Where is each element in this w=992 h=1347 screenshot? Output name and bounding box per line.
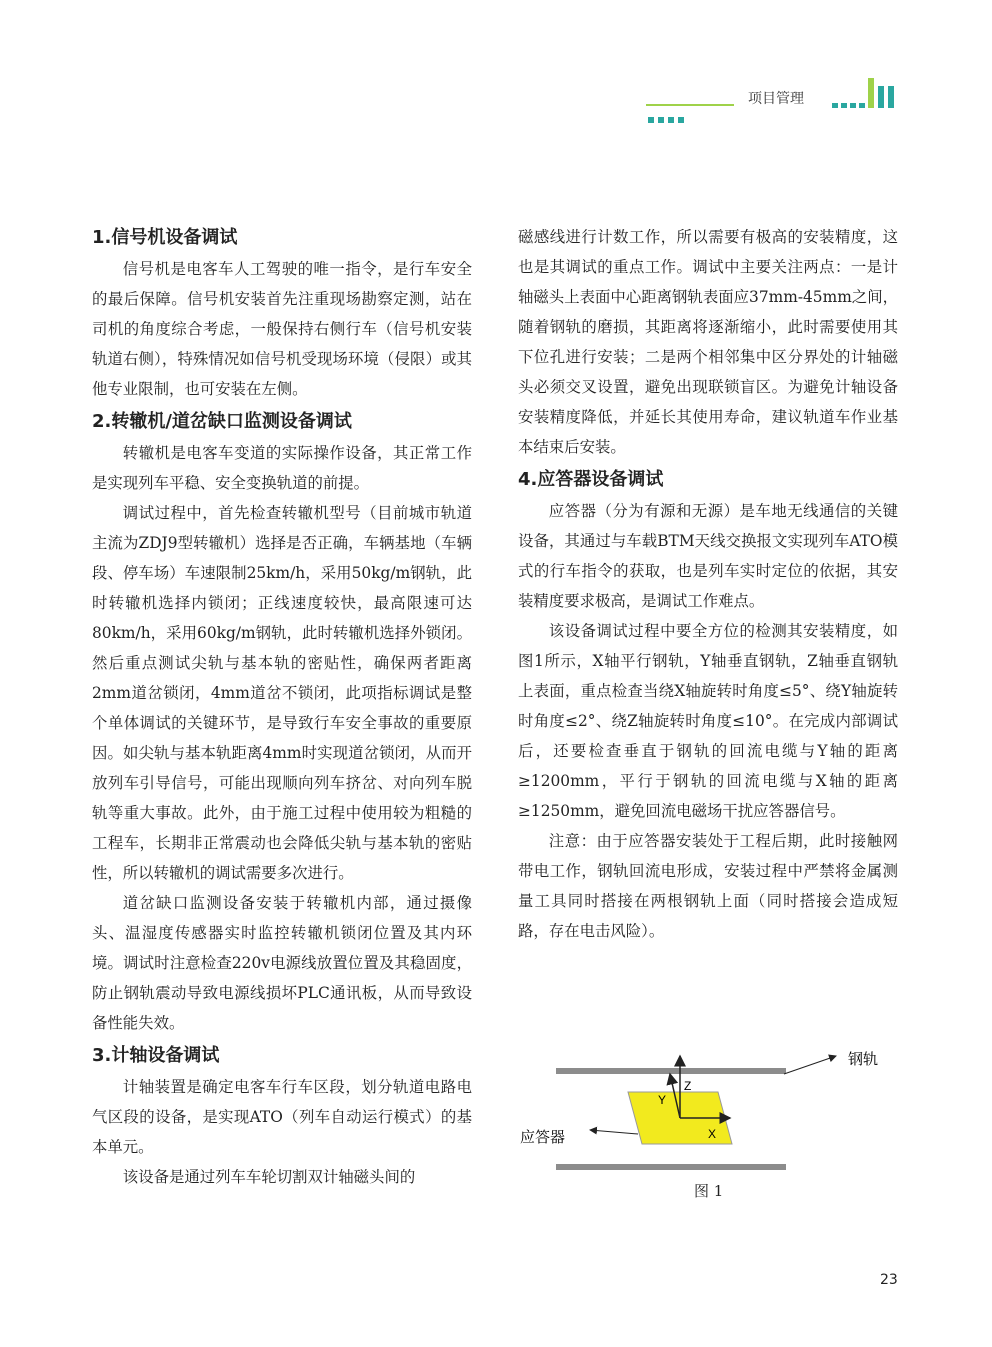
rail-bottom: [556, 1164, 786, 1170]
z-axis-label: Z: [684, 1079, 692, 1093]
section-4-paragraph-1: 应答器（分为有源和无源）是车地无线通信的关键设备，其通过与车载BTM天线交换报文实现列车ATO模式的行车指令的获取，也是列车实时定位的依据，其安装精度要求极高，是调试工作难点。: [518, 502, 898, 610]
page-number: 23: [880, 1272, 898, 1288]
right-column: [518, 222, 898, 946]
section-3-paragraph-2: 该设备是通过列车车轮切割双计轴磁头间的: [122, 1168, 416, 1186]
rail-top: [556, 1068, 786, 1074]
rail-label: 钢轨: [848, 1050, 879, 1068]
section-2-paragraph-2: 调试过程中，首先检查转辙机型号（目前城市轨道主流为ZDJ9型转辙机）选择是否正确，车辆基地（车辆段、停车场）车速限制25km/h，采用50kg/m钢轨，此时转辙机选择内锁闭；正线速度较快，最高限速可达80km/h，采用60kg/m钢轨，此时转辙机选择外锁闭。然后重点测试尖轨与基本轨的密贴性，确保两者距离2mm道岔锁闭，4mm道岔不锁闭，此项指标调试是整个单体调试的关键环节，是导致行车安全事故的重要原因。如尖轨与基本轨距离4mm时实现道岔锁闭，从而开放列车引导信号，可能出现顺向列车挤岔、对向列车脱轨等重大事故。此外，由于施工过程中使用较为粗糙的工程车，长期非正常震动也会降低尖轨与基本轨的密贴性，所以转辙机的调试需要多次进行。: [92, 504, 472, 882]
header-dots-decoration: [648, 108, 688, 127]
balise-pointer-arrow: [590, 1130, 638, 1134]
balise-label: 应答器: [520, 1128, 566, 1146]
section-1-paragraph-1: 信号机是电客车人工驾驶的唯一指令，是行车安全的最后保障。信号机安装首先注重现场勘察定测，站在司机的角度综合考虑，一般保持右侧行车（信号机安装轨道右侧），特殊情况如信号机受现场环境（侵限）或其他专业限制，也可安装在左侧。: [92, 260, 472, 398]
section-2-heading: 2.转辙机/道岔缺口监测设备调试: [92, 411, 352, 432]
header-accent-line: [646, 104, 734, 106]
left-column: [92, 222, 472, 1192]
section-4-paragraph-2: 该设备调试过程中要全方位的检测其安装精度，如图1所示，X轴平行钢轨，Y轴垂直钢轨，Z轴垂直钢轨上表面，重点检查当绕X轴旋转时角度≤5°、绕Y轴旋转时角度≤2°、绕Z轴旋转时角度≤10°。在完成内部调试后，还要检查垂直于钢轨的回流电缆与Y轴的距离≥1200mm，平行于钢轨的回流电缆与X轴的距离≥1250mm，避免回流电磁场干扰应答器信号。: [518, 622, 898, 820]
rail-pointer-arrow: [784, 1056, 836, 1074]
figure-1-caption: 图 1: [694, 1182, 724, 1200]
section-3-paragraph-1: 计轴装置是确定电客车行车区段，划分轨道电路电气区段的设备，是实现ATO（列车自动运行模式）的基本单元。: [92, 1078, 472, 1156]
header-bars-decoration: [832, 78, 896, 108]
x-axis-label: X: [708, 1127, 717, 1141]
section-2-paragraph-3: 道岔缺口监测设备安装于转辙机内部，通过摄像头、温湿度传感器实时监控转辙机锁闭位置及其内环境。调试时注意检查220v电源线放置位置及其稳固度，防止钢轨震动导致电源线损坏PLC通讯板，从而导致设备性能失效。: [92, 894, 472, 1032]
section-1-heading: 1.信号机设备调试: [92, 227, 238, 248]
y-axis-label: Y: [658, 1093, 667, 1107]
section-3-continued-paragraph: 磁感线进行计数工作，所以需要有极高的安装精度，这也是其调试的重点工作。调试中主要关注两点：一是计轴磁头上表面中心距离钢轨表面应37mm-45mm之间，随着钢轨的磨损，其距离将逐渐缩小，此时需要使用其下位孔进行安装；二是两个相邻集中区分界处的计轴磁头必须交叉设置，避免出现联锁盲区。为避免计轴设备安装精度降低，并延长其使用寿命，建议轨道车作业基本结束后安装。: [518, 228, 898, 456]
header-section-title: 项目管理: [748, 91, 804, 107]
section-3-heading: 3.计轴设备调试: [92, 1045, 220, 1066]
section-4-heading: 4.应答器设备调试: [518, 469, 664, 490]
section-2-paragraph-1: 转辙机是电客车变道的实际操作设备，其正常工作是实现列车平稳、安全变换轨道的前提。: [92, 444, 472, 492]
section-4-paragraph-3: 注意：由于应答器安装处于工程后期，此时接触网带电工作，钢轨回流电形成，安装过程中严禁将金属测量工具同时搭接在两根钢轨上面（同时搭接会造成短路，存在电击风险）。: [518, 832, 898, 940]
